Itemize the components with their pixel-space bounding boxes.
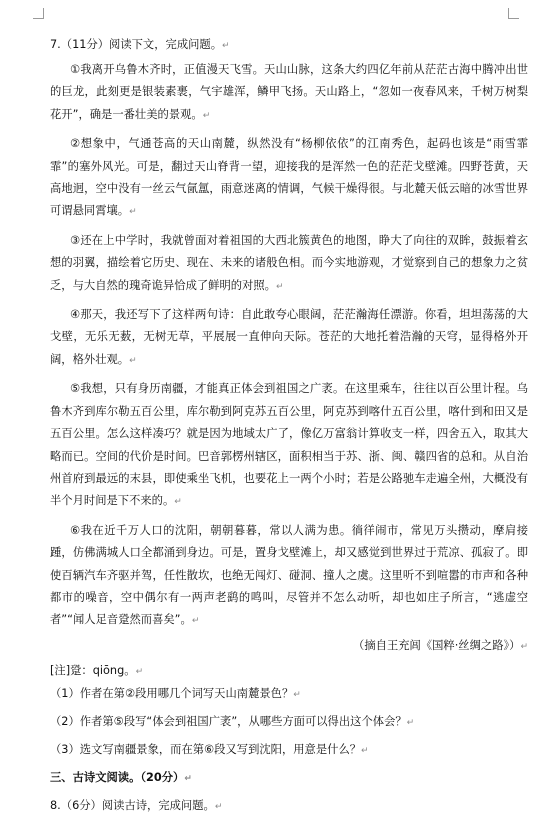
paragraph-mark: ↵ [184, 773, 192, 784]
question-7-header: 7.（11分）阅读下文，完成问题。↵ [50, 38, 230, 51]
paragraph-mark: ↵ [129, 355, 137, 366]
passage-paragraph-3: ③还在上中学时，我就曾面对着祖国的大西北簇黄色的地图，睁大了向往的双眸，鼓振着玄想的羽翼，描绘着它历史、现在、未来的诸般色相。而今实地游观，才觉察到自己的想象力之贫乏，与大自然的瑰奇诡异恰成了鲜明的对照。↵ [50, 233, 528, 292]
margin-corner-top-right [508, 8, 519, 19]
paragraph-mark: ↵ [222, 41, 230, 51]
passage-paragraph-4: ④那天，我还写下了这样两句诗：自此敢夸心眼阔，茫茫瀚海任漂游。你看，坦坦荡荡的大戈壁，无乐无薮，无树无草，平展展一直伸向天际。苍茫的大地托着浩瀚的天穹，显得格外开阔，格外壮观。↵ [50, 308, 528, 366]
paragraph-mark: ↵ [191, 616, 200, 627]
paragraph-mark: ↵ [129, 207, 137, 218]
passage-paragraph-2: ②想象中，气通苍高的天山南麓，纵然没有“杨柳依依”的江南秀色，起码也该是“雨雪霏霏”的塞外风光。可是，翻过天山脊背一望，迎接我的是浑然一色的茫茫戈壁滩。四野苍黄，天高地迥，空中没有一丝云气氤氲，雨意迷离的情调，气候干燥得很。与北麓天低云暗的冰雪世界可谓悬同霄壤。↵ [50, 137, 528, 218]
document-body [50, 36, 528, 816]
paragraph-mark: ↵ [406, 717, 415, 728]
paragraph-mark: ↵ [174, 497, 182, 508]
paragraph-mark: ↵ [361, 745, 369, 756]
paragraph-mark: ↵ [214, 801, 223, 812]
annotation-note: [注]跫：qiōng。↵ [50, 663, 144, 677]
passage-paragraph-1: ①我离开乌鲁木齐时，正值漫天飞雪。天山山脉，这条大约四亿年前从茫茫古海中腾冲出世的巨龙，此刻更是银装素裹，气宇雄浑，鳞甲飞扬。天山路上，“忽如一夜春风来，千树万树梨花开”，确是一番壮美的景观。↵ [50, 63, 528, 121]
section-3-heading: 三、古诗文阅读。（20分）↵ [50, 770, 192, 784]
subquestion-2: （2）作者第⑤段写“体会到祖国广袤”，从哪些方面可以得出这个体会？↵ [50, 714, 415, 728]
paragraph-mark: ↵ [275, 281, 284, 292]
margin-corner-top-left [33, 8, 44, 19]
paragraph-mark: ↵ [135, 666, 144, 677]
question-8-header: 8.（6分）阅读古诗，完成问题。↵ [50, 798, 223, 812]
passage-paragraph-5: ⑤我想，只有身历南疆，才能真正体会到祖国之广袤。在这里乘车，往往以百公里计程。乌鲁木齐到库尔勒五百公里，库尔勒到阿克苏五百公里，阿克苏到喀什五百公里，喀什到和田又是五百公里。怎么这样凑巧？就是因为地域太广了，像亿万富翁计算收支一样，四舍五入，取其大略而已。空间的代价是时间。巴音郭楞州辖区，面积相当于苏、浙、闽、赣四省的总和。从自治州首府到最远的末县，即使乘坐飞机，也要花上一两个小时；若是公路驰车走遍全州，大概没有半个月时间是下不来的。↵ [50, 382, 528, 508]
paragraph-mark: ↵ [520, 641, 528, 652]
paragraph-mark: ↵ [202, 110, 211, 121]
passage-paragraph-6: ⑥我在近千万人口的沈阳，朝朝暮暮，常以人满为患。徜徉闹市，常见万头攒动，摩肩接踵，仿佛满城人口全都涌到身边。可是，置身戈壁滩上，却又感觉到世界过于荒凉、孤寂了。即使百辆汽车齐驱并驾，任性散坎，也绝无闯灯、碰洞、撞人之虞。这里听不到喧嚣的市声和各种都市的噪音，空中偶尔有一两声老鹞的鸣叫，尽管并不怎么动听，却也如庄子所言，“逃虚空者”“闻人足音跫然而喜矣”。↵ [50, 523, 528, 627]
subquestion-3: （3）选文写南疆景象，而在第⑥段又写到沈阳，用意是什么？↵ [50, 742, 369, 756]
subquestion-1: （1）作者在第②段用哪几个词写天山南麓景色？↵ [50, 686, 301, 700]
paragraph-mark: ↵ [293, 689, 301, 700]
passage-source: （摘自王充闾《国粹·丝绸之路》）↵ [353, 638, 528, 652]
